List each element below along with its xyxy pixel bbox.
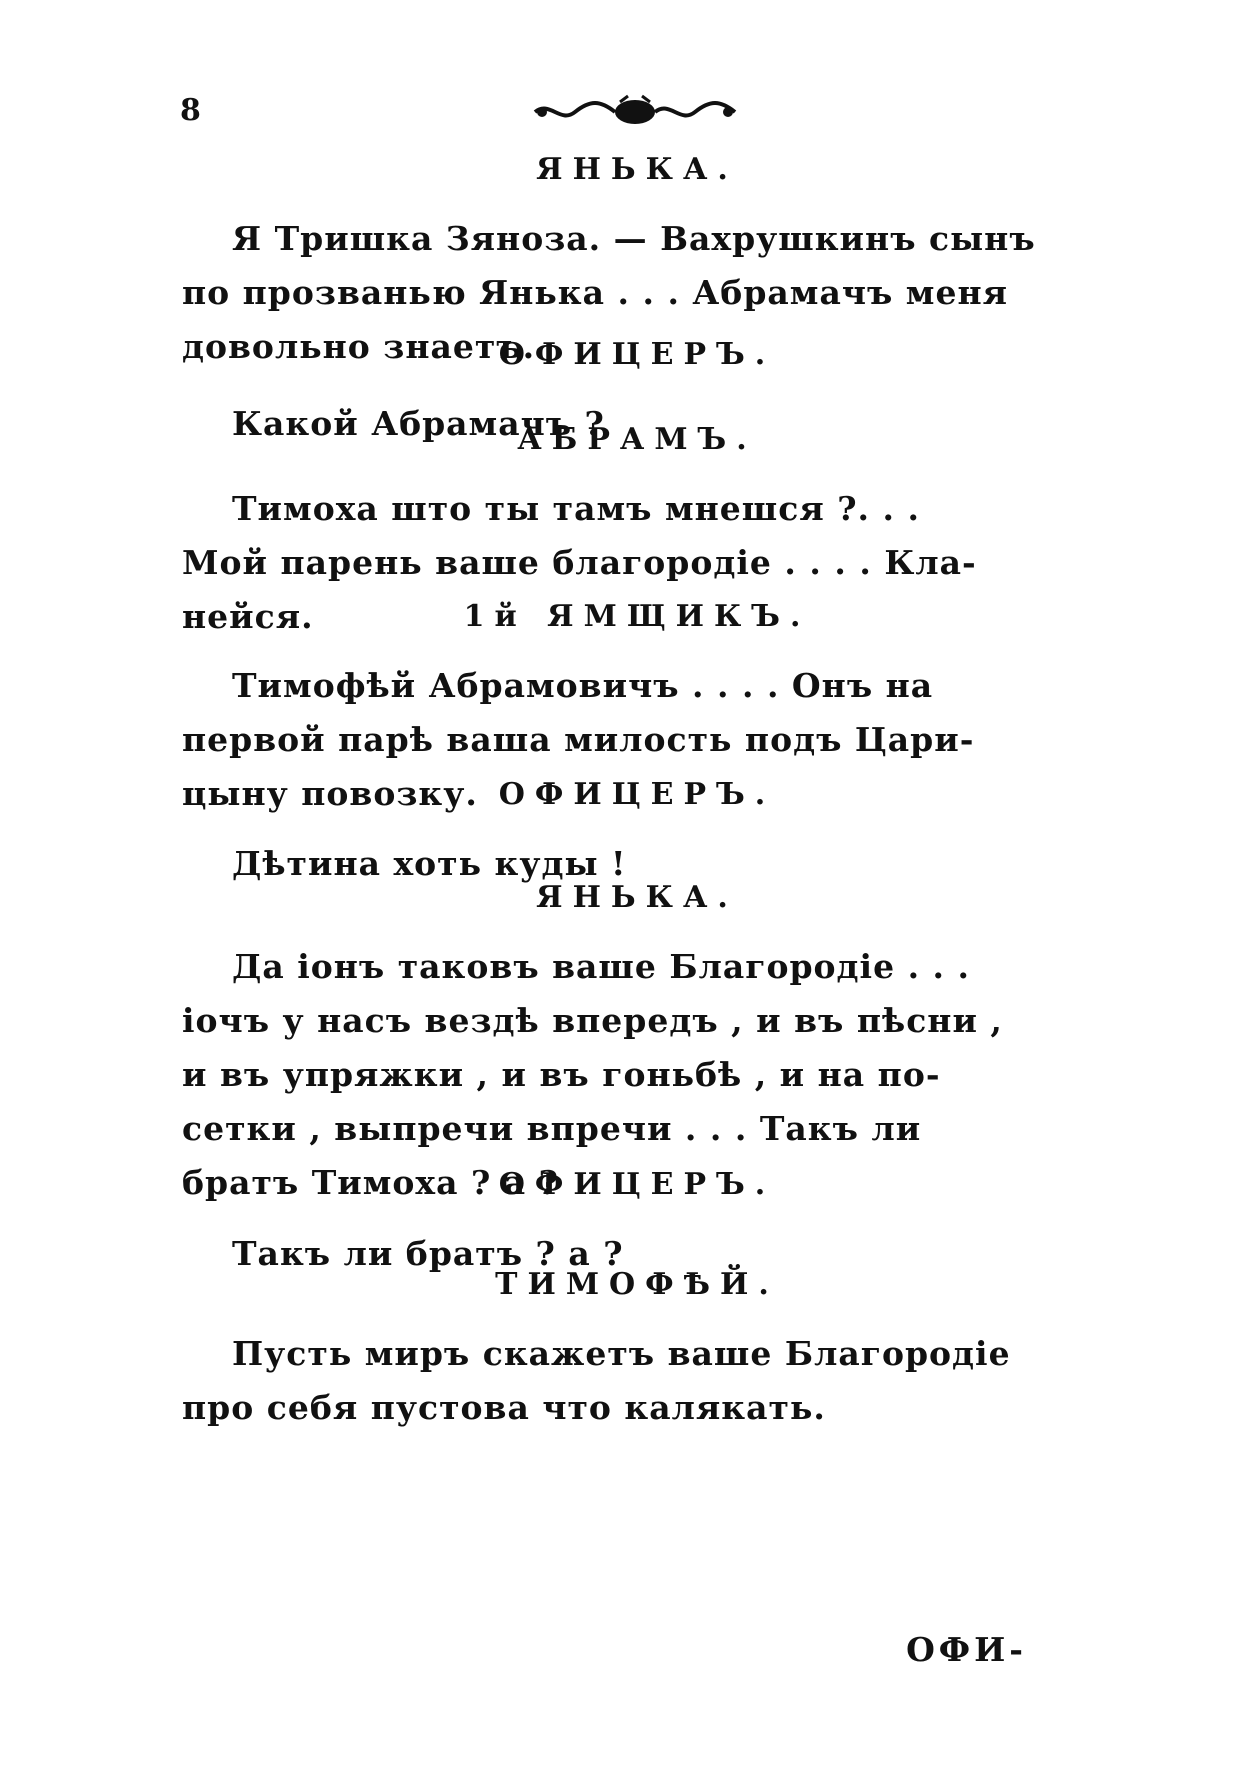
speech-line: первой парѣ ваша милость подъ Цари- (182, 720, 975, 759)
printer-flourish-ornament-icon (530, 92, 740, 132)
speech-line: Тимоха што ты тамъ мнешся ?. . . (232, 489, 921, 528)
speech-line: Такъ ли братъ ? а ? (232, 1234, 624, 1273)
speaker-name: ТИМОФѢЙ. (495, 1267, 779, 1302)
speech-line: іочъ у насъ вездѣ впередъ , и въ пѣсни , (182, 1001, 1003, 1040)
speaker-name: ЯНЬКА. (536, 880, 738, 915)
speech-text (182, 1327, 1092, 1435)
speech-line: братъ Тимоха ? а ? (182, 1163, 560, 1202)
speech-line: Да іонъ таковъ ваше Благородіе . . . (232, 947, 971, 986)
speech-line: Мой парень ваше благородіе . . . . Кла- (182, 543, 977, 582)
speech-line: по прозванью Янька . . . Абрамачъ меня (182, 273, 1008, 312)
catchword: ОФИ- (906, 1630, 1027, 1669)
speech-line: Тимофѣй Абрамовичъ . . . . Онъ на (232, 666, 934, 705)
speech-line: Какой Абрамачъ ? (232, 404, 605, 443)
speech-line: сетки , выпречи впречи . . . Такъ ли (182, 1109, 922, 1148)
page-number: 8 (180, 93, 201, 128)
speaker-name: ОФИЦЕРЪ. (498, 1167, 776, 1202)
speech-line: довольно знаетъ. (182, 327, 536, 366)
speaker-name: ОФИЦЕРЪ. (498, 777, 776, 812)
speaker-name: АБРАМЪ. (517, 422, 757, 457)
speech-line: Дѣтина хоть куды ! (232, 844, 627, 883)
dialogue-block-8 (182, 1265, 1092, 1449)
speaker-name: ЯНЬКА. (536, 152, 738, 187)
speaker-name: 1й ЯМЩИКЪ. (463, 599, 811, 634)
speech-line: про себя пустова что калякать. (182, 1388, 826, 1427)
speech-line: Пусть миръ скажетъ ваше Благородіе (232, 1334, 1011, 1373)
speech-line: нейся. (182, 597, 314, 636)
speaker-name: ОФИЦЕРЪ. (498, 337, 776, 372)
speech-line: и въ упряжки , и въ гоньбѣ , и на по- (182, 1055, 941, 1094)
speech-line: Я Тришка Зяноза. — Вахрушкинъ сынъ (232, 219, 1036, 258)
speech-line: цыну повозку. (182, 774, 478, 813)
